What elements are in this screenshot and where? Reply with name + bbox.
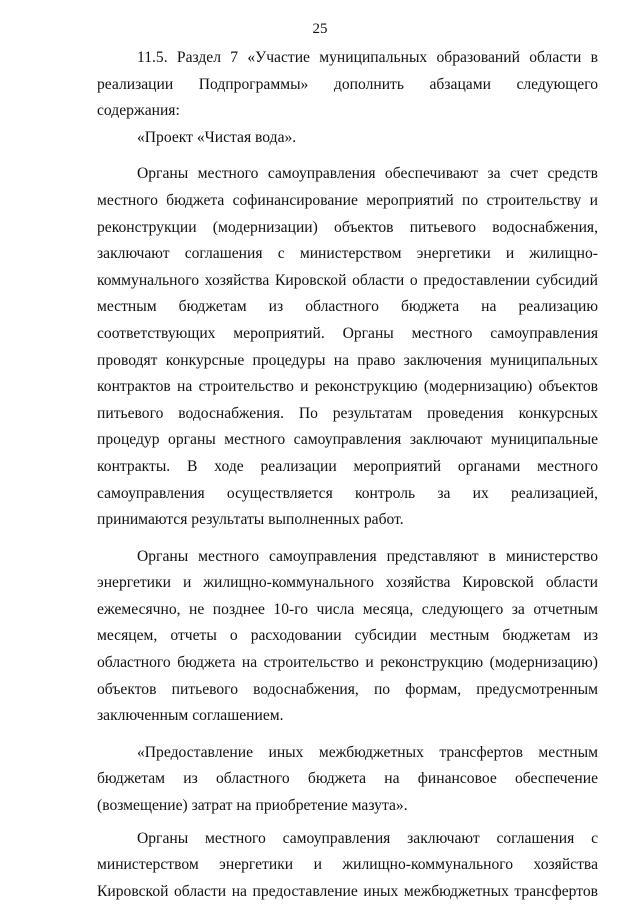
document-body — [97, 45, 598, 905]
paragraph-transfers-title: «Предоставление иных межбюджетных трансфертов местным бюджетам из областного бюджета на финансовое обеспечение (возмещение) затрат на приобретение мазута». — [97, 743, 598, 815]
page-number: 25 — [312, 21, 328, 37]
paragraph-transfer-agreements: Органы местного самоуправления заключают соглашения с министерством энергетики и жилищно-коммунального хозяйства Кировской области на предоставление иных межбюджетных трансфертов — [97, 829, 598, 900]
paragraph-section-amendment: 11.5. Раздел 7 «Участие муниципальных образований области в реализации Подпрограммы» дополнить абзацами следующего содержания: — [97, 49, 598, 120]
paragraph-project-title: «Проект «Чистая вода». — [137, 128, 297, 146]
paragraph-monthly-reports: Органы местного самоуправления представляют в министерство энергетики и жилищно-коммунального хозяйства Кировской области ежемесячно, не позднее 10-го числа месяца, следующего за отчетным месяцем, отчеты о расходовании субсидии местным бюджетам из областного бюджета на строительство и реконструкцию (модернизацию) объектов питьевого водоснабжения, по формам, предусмотренным заключенным соглашением. — [97, 547, 598, 725]
paragraph-local-authorities-cofinancing: Органы местного самоуправления обеспечивают за счет средств местного бюджета софинансирование мероприятий по строительству и реконструкции (модернизации) объектов питьевого водоснабжения, заключают соглашения с министерством энергетики и жилищно-коммунального хозяйства Кировской области о предоставлении субсидий местным бюджетам из областного бюджета на реализацию соответствующих мероприятий. Органы местного самоуправления проводят конкурсные процедуры на право заключения муниципальных контрактов на строительство и реконструкцию (модернизацию) объектов питьевого водоснабжения. По результатам проведения конкурсных процедур органы местного самоуправления заключают муниципальные контракты. В ходе реализации мероприятий органами местного самоуправления осуществляется контроль за их реализацией, принимаются результаты выполненных работ. — [97, 165, 598, 529]
